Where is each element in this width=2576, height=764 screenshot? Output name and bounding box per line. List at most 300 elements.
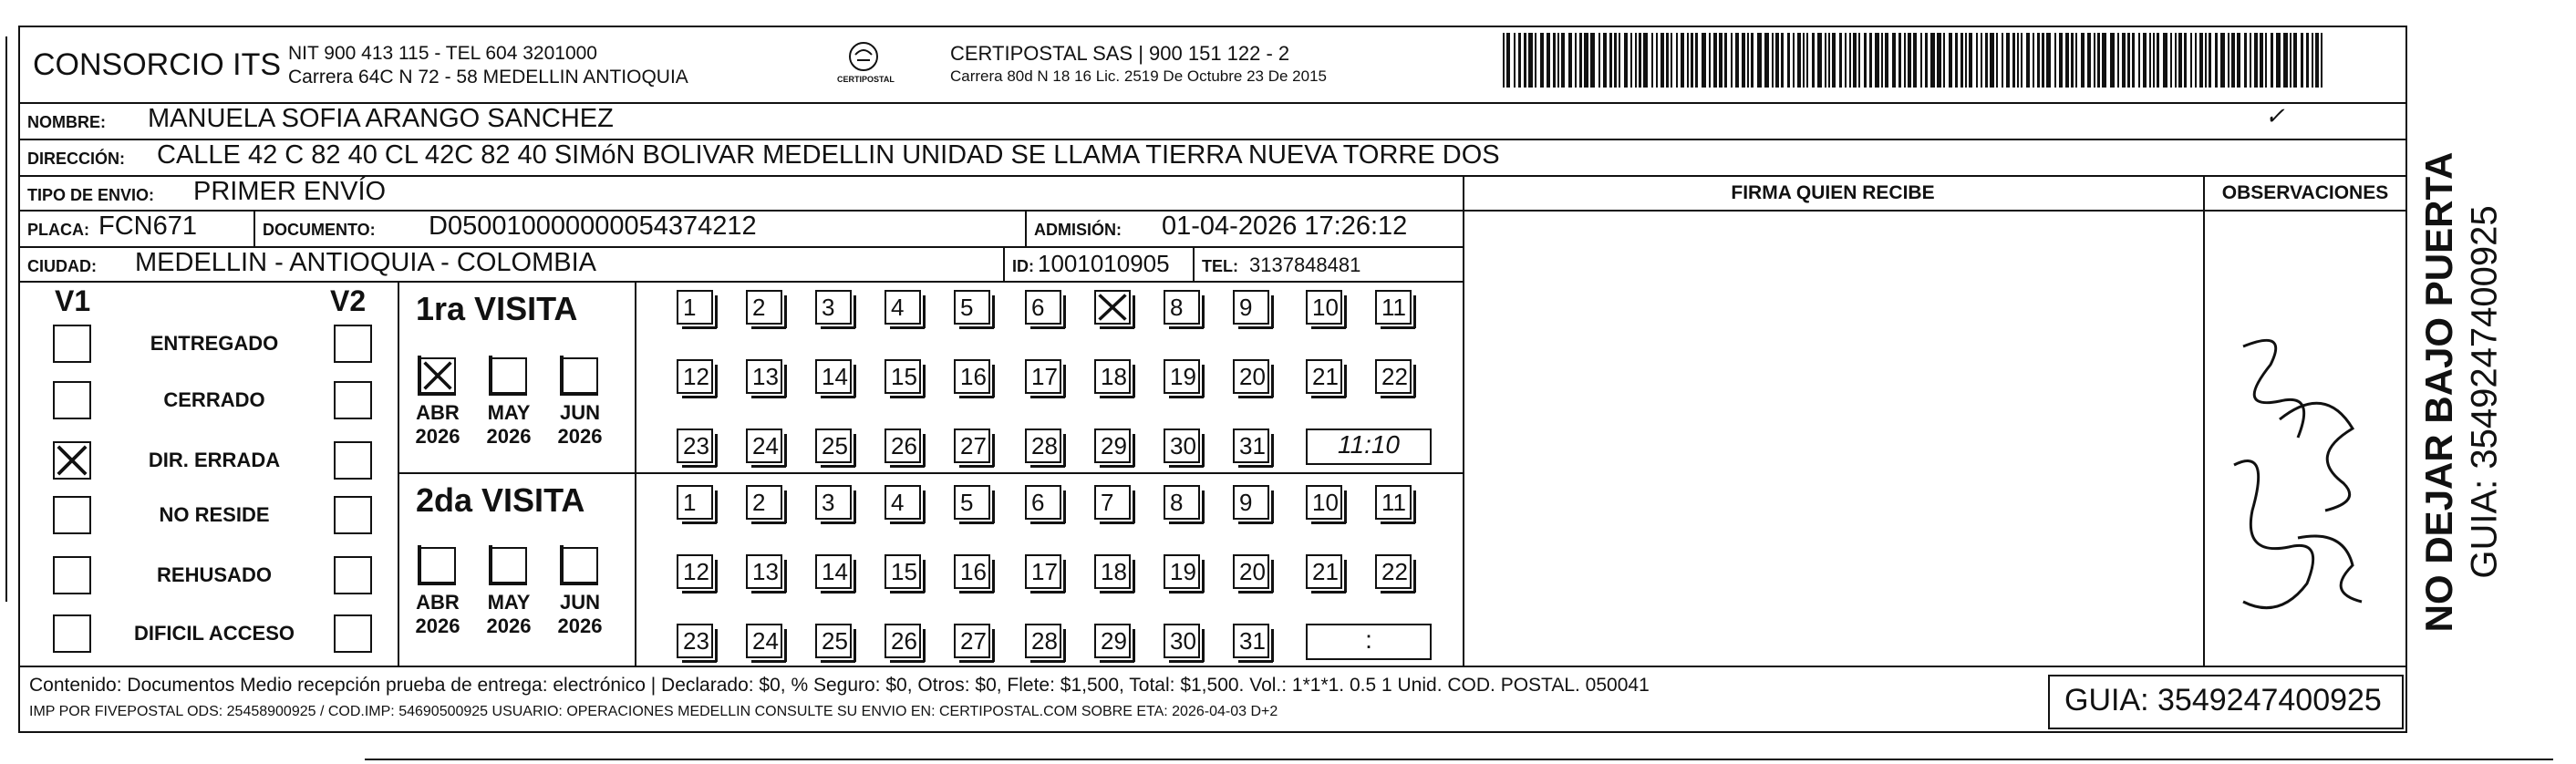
barcode-bar xyxy=(1568,33,1572,88)
barcode-bar xyxy=(2026,33,2030,88)
barcode-bar xyxy=(2012,33,2015,88)
barcode-bar xyxy=(2075,33,2077,88)
barcode-bar xyxy=(2184,33,2187,88)
v1-checkbox xyxy=(53,325,91,363)
document-value: D050010000000054374212 xyxy=(429,212,757,241)
barcode-bar xyxy=(1731,33,1733,88)
x-mark-icon xyxy=(55,443,89,478)
day-box: 31 xyxy=(1233,624,1269,658)
barcode-bar xyxy=(1639,33,1641,88)
barcode-bar xyxy=(1735,33,1739,88)
barcode-bar xyxy=(2081,33,2085,88)
day-box: 11 xyxy=(1375,290,1412,325)
barcode-bar xyxy=(1976,33,1978,88)
barcode-bar xyxy=(1719,33,1723,88)
barcode-bar xyxy=(1869,33,1872,88)
barcode-bar xyxy=(2132,33,2135,88)
footer-print-line: IMP POR FIVEPOSTAL ODS: 25458900925 / COD.IMP: 54690500925 USUARIO: OPERACIONES MEDELLIN CONSULTE SU ENVIO EN: CERTIPOSTAL.COM SOBRE ETA: 2026-04-03 D+2 xyxy=(29,704,1278,719)
day-box: 26 xyxy=(885,624,921,658)
barcode-bar xyxy=(2237,33,2240,88)
barcode-bar xyxy=(1503,33,1505,88)
day-box: 13 xyxy=(746,554,782,589)
tel-value: 3137848481 xyxy=(1249,253,1361,276)
v1-checkbox xyxy=(53,614,91,653)
barcode-bar xyxy=(1845,33,1847,88)
barcode-bar xyxy=(1757,33,1762,88)
barcode-bar xyxy=(2244,33,2247,88)
day-box: 26 xyxy=(885,428,921,463)
barcode-bar xyxy=(1803,33,1805,88)
barcode-bar xyxy=(1925,33,1928,88)
barcode-bar xyxy=(1828,33,1830,88)
barcode-bar xyxy=(2228,33,2229,88)
day-box: 22 xyxy=(1375,359,1412,394)
day-box: 5 xyxy=(954,290,990,325)
day-box: 3 xyxy=(815,290,852,325)
v1-label: V1 xyxy=(55,284,91,317)
month-label: MAY xyxy=(487,401,531,424)
barcode-bar xyxy=(1691,33,1693,88)
shipping-type-label: TIPO DE ENVIO: xyxy=(27,186,155,204)
day-box: 29 xyxy=(1094,624,1131,658)
month-checkbox xyxy=(562,547,598,583)
barcode-bar xyxy=(1557,33,1559,88)
barcode-bar xyxy=(1724,33,1727,88)
barcode-bar xyxy=(1949,33,1952,88)
company-name: CONSORCIO ITS xyxy=(33,47,282,82)
status-option-label: DIR. ERRADA xyxy=(148,449,281,471)
admission-value: 01-04-2026 17:26:12 xyxy=(1162,212,1408,241)
barcode-bar xyxy=(1898,33,1901,88)
day-box: 10 xyxy=(1306,290,1342,325)
status-option-label: REHUSADO xyxy=(157,563,272,586)
day-box: 20 xyxy=(1233,359,1269,394)
barcode-bar xyxy=(2199,33,2203,88)
day-box: 4 xyxy=(885,485,921,520)
day-box xyxy=(1094,290,1131,325)
barcode-bar xyxy=(1764,33,1769,88)
barcode-bar xyxy=(1666,33,1669,88)
admission-label: ADMISIÓN: xyxy=(1034,221,1122,239)
barcode-bar xyxy=(2117,33,2119,88)
day-box: 28 xyxy=(1025,428,1061,463)
barcode-bar xyxy=(1540,33,1544,88)
first-visit-title: 1ra VISITA xyxy=(416,290,578,327)
day-box: 10 xyxy=(1306,485,1342,520)
barcode-bar xyxy=(2157,33,2159,88)
barcode-bar xyxy=(2250,33,2251,88)
barcode-bar xyxy=(1619,33,1620,88)
logo-text: CERTIPOSTAL xyxy=(837,75,895,84)
day-box: 28 xyxy=(1025,624,1061,658)
barcode-bar xyxy=(1930,33,1935,88)
v1-checkbox xyxy=(53,496,91,534)
barcode-bar xyxy=(1547,33,1550,88)
status-option-label: NO RESIDE xyxy=(159,503,270,526)
barcode-bar xyxy=(2153,33,2155,88)
month-checkbox xyxy=(419,357,456,394)
barcode-bar xyxy=(2094,33,2095,88)
day-box: 27 xyxy=(954,428,990,463)
barcode-bar xyxy=(1849,33,1851,88)
side-warning: NO DEJAR BAJO PUERTA xyxy=(2417,151,2460,633)
barcode-bar xyxy=(1598,33,1600,88)
day-box: 16 xyxy=(954,554,990,589)
barcode-bar xyxy=(2138,33,2140,88)
day-box: 6 xyxy=(1025,485,1061,520)
columns-header-line xyxy=(1463,210,2407,212)
document-label: DOCUMENTO: xyxy=(263,221,376,239)
day-box: 6 xyxy=(1025,290,1061,325)
city-label: CIUDAD: xyxy=(27,257,97,275)
day-box: 14 xyxy=(815,554,852,589)
v2-checkbox xyxy=(334,441,372,480)
barcode-bar xyxy=(1787,33,1790,88)
barcode-bar xyxy=(2215,33,2218,88)
month-checkbox xyxy=(419,547,456,583)
v1-checkbox xyxy=(53,441,91,480)
barcode-bar xyxy=(1981,33,1982,88)
address-label: DIRECCIÓN: xyxy=(27,150,125,168)
barcode-bar xyxy=(1825,33,1826,88)
barcode-bar xyxy=(2021,33,2023,88)
id-label: ID: xyxy=(1012,257,1034,275)
barcode-bar xyxy=(2265,33,2267,88)
barcode-bar xyxy=(1590,33,1595,88)
v2-checkbox xyxy=(334,381,372,419)
day-box: 17 xyxy=(1025,359,1061,394)
barcode-bar xyxy=(1575,33,1577,88)
plate-value: FCN671 xyxy=(98,212,197,241)
month-year: 2026 xyxy=(415,614,460,637)
v2-checkbox xyxy=(334,614,372,653)
months-divider xyxy=(635,281,636,666)
barcode-bar xyxy=(2017,33,2019,88)
day-box: 3 xyxy=(815,485,852,520)
observations-header: OBSERVACIONES xyxy=(2221,182,2389,203)
barcode-bar xyxy=(1812,33,1815,88)
company-nit: NIT 900 413 115 - TEL 604 3201000 xyxy=(288,43,597,64)
barcode-bar xyxy=(1875,33,1879,88)
barcode-bar xyxy=(2231,33,2235,88)
barcode-bar xyxy=(2006,33,2010,88)
barcode-bar xyxy=(2301,33,2303,88)
address-value: CALLE 42 C 82 40 CL 42C 82 40 SIMóN BOLIVAR MEDELLIN UNIDAD SE LLAMA TIERRA NUEVA TORRE DOS xyxy=(157,140,1500,170)
day-box: 19 xyxy=(1164,554,1200,589)
barcode-bar xyxy=(1908,33,1911,88)
barcode-bar xyxy=(1630,33,1632,88)
day-box: 23 xyxy=(677,624,713,658)
month-year: 2026 xyxy=(486,425,532,448)
barcode-bar xyxy=(2037,33,2040,88)
barcode-bar xyxy=(2220,33,2225,88)
shipping-type-value: PRIMER ENVÍO xyxy=(193,177,387,206)
barcode-bar xyxy=(1528,33,1533,88)
barcode-bar xyxy=(1853,33,1857,88)
barcode-bar xyxy=(1624,33,1628,88)
day-box: 7 xyxy=(1094,485,1131,520)
footer-separator xyxy=(18,666,2407,667)
barcode-bar xyxy=(1781,33,1784,88)
day-box: 20 xyxy=(1233,554,1269,589)
tel-label: TEL: xyxy=(1202,257,1238,275)
month-year: 2026 xyxy=(415,425,460,448)
barcode-bar xyxy=(2071,33,2074,88)
barcode-bar xyxy=(1614,33,1617,88)
left-margin-line xyxy=(5,36,7,602)
barcode-bar xyxy=(2260,33,2263,88)
barcode-bar xyxy=(1793,33,1795,88)
barcode-bar xyxy=(1960,33,1963,88)
barcode-bar xyxy=(2002,33,2003,88)
barcode-bar xyxy=(1635,33,1637,88)
day-box: 31 xyxy=(1233,428,1269,463)
x-mark-icon xyxy=(421,359,454,392)
handwritten-signature xyxy=(2216,328,2380,629)
x-mark-icon xyxy=(1096,292,1129,323)
day-box: 1 xyxy=(677,290,713,325)
signature-header: FIRMA QUIEN RECIBE xyxy=(1731,182,1935,203)
day-box: 21 xyxy=(1306,359,1342,394)
day-box: 8 xyxy=(1164,290,1200,325)
barcode-bar xyxy=(2102,33,2106,88)
barcode-bar xyxy=(2293,33,2297,88)
day-box: 18 xyxy=(1094,359,1131,394)
plate-label: PLACA: xyxy=(27,221,89,239)
day-box: 25 xyxy=(815,428,852,463)
barcode-bar xyxy=(1603,33,1607,88)
day-box: 24 xyxy=(746,624,782,658)
barcode-bar xyxy=(2097,33,2100,88)
barcode-bar xyxy=(1832,33,1836,88)
barcode-bar xyxy=(1772,33,1774,88)
courier-name: CERTIPOSTAL SAS | 900 151 122 - 2 xyxy=(950,42,1290,65)
barcode-bar xyxy=(2195,33,2197,88)
barcode-bar xyxy=(1920,33,1922,88)
barcode-bar xyxy=(2065,33,2069,88)
barcode-bar xyxy=(1913,33,1917,88)
day-box: 18 xyxy=(1094,554,1131,589)
barcode-bar xyxy=(1858,33,1860,88)
signature-left-border xyxy=(1463,175,1464,666)
month-year: 2026 xyxy=(557,425,603,448)
barcode-bar xyxy=(1713,33,1717,88)
id-divider xyxy=(1003,246,1005,281)
day-box: 17 xyxy=(1025,554,1061,589)
day-box: 9 xyxy=(1233,290,1269,325)
barcode-bar xyxy=(1660,33,1664,88)
visit-separator xyxy=(398,472,1463,474)
admission-divider xyxy=(1025,210,1027,246)
barcode-bar xyxy=(2254,33,2258,88)
day-box: 12 xyxy=(677,554,713,589)
barcode-bar xyxy=(1609,33,1612,88)
barcode-bar xyxy=(1535,33,1536,88)
day-box: 8 xyxy=(1164,485,1200,520)
barcode-bar xyxy=(1943,33,1945,88)
barcode-bar xyxy=(1506,33,1510,88)
day-box: 9 xyxy=(1233,485,1269,520)
second-visit-title: 2da VISITA xyxy=(416,481,585,519)
barcode-bar xyxy=(1817,33,1822,88)
day-box: 2 xyxy=(746,485,782,520)
courier-license: Carrera 80d N 18 16 Lic. 2519 De Octubre 23 De 2015 xyxy=(950,67,1327,85)
barcode-bar xyxy=(1671,33,1672,88)
plate-divider xyxy=(253,210,255,246)
barcode-bar xyxy=(1651,33,1653,88)
row-line-5 xyxy=(18,281,1463,283)
tel-divider xyxy=(1193,246,1195,281)
barcode-bar xyxy=(2033,33,2034,88)
barcode-bar xyxy=(1955,33,1958,88)
barcode-bar xyxy=(2178,33,2182,88)
day-box: 15 xyxy=(885,359,921,394)
barcode-bar xyxy=(1656,33,1658,88)
month-label: ABR xyxy=(416,401,460,424)
barcode-bar xyxy=(2059,33,2063,88)
barcode-bar xyxy=(2127,33,2130,88)
v1-checkbox xyxy=(53,556,91,594)
barcode-bar xyxy=(2122,33,2126,88)
day-box: 12 xyxy=(677,359,713,394)
barcode-bar xyxy=(1518,33,1521,88)
time-value: : xyxy=(1365,625,1372,654)
day-box: 29 xyxy=(1094,428,1131,463)
bottom-cut-line xyxy=(365,759,2553,760)
day-box: 2 xyxy=(746,290,782,325)
month-checkbox xyxy=(491,547,527,583)
barcode-bar xyxy=(2163,33,2167,88)
v2-checkbox xyxy=(334,325,372,363)
footer-guide: GUIA: 3549247400925 xyxy=(2064,683,2382,718)
month-checkbox xyxy=(491,357,527,394)
barcode-bar xyxy=(1996,33,1998,88)
barcode-bar xyxy=(1797,33,1801,88)
day-box: 1 xyxy=(677,485,713,520)
barcode-bar xyxy=(1643,33,1648,88)
v2-checkbox xyxy=(334,556,372,594)
barcode-bar xyxy=(1747,33,1749,88)
barcode-bar xyxy=(2143,33,2147,88)
day-box: 23 xyxy=(677,428,713,463)
barcode-bar xyxy=(1864,33,1867,88)
day-box: 4 xyxy=(885,290,921,325)
barcode-bar xyxy=(1904,33,1906,88)
name-label: NOMBRE: xyxy=(27,113,106,131)
month-label: JUN xyxy=(559,591,600,614)
time-value: 11:10 xyxy=(1338,430,1400,459)
v1-checkbox xyxy=(53,381,91,419)
day-box: 16 xyxy=(954,359,990,394)
barcode-bar xyxy=(1702,33,1706,88)
month-year: 2026 xyxy=(557,614,603,637)
barcode-bar xyxy=(1990,33,1994,88)
barcode-bar xyxy=(2087,33,2091,88)
name-value: MANUELA SOFIA ARANGO SANCHEZ xyxy=(148,104,614,133)
observations-left-border xyxy=(2203,175,2205,666)
month-label: JUN xyxy=(559,401,600,424)
footer-contents: Contenido: Documentos Medio recepción prueba de entrega: electrónico | Declarado: $0, % Seguro: $0, Otros: $0, Flete: $1,500, Total: $1,500. Vol.: 1*1*1. 0.5 1 Unid. COD. POSTAL. 050041 xyxy=(29,675,1650,696)
barcode-bar xyxy=(1687,33,1689,88)
barcode-bar xyxy=(2205,33,2207,88)
day-box: 5 xyxy=(954,485,990,520)
barcode-bar xyxy=(2110,33,2115,88)
barcode-bar xyxy=(1775,33,1779,88)
barcode-bar xyxy=(1885,33,1888,88)
barcode-bar xyxy=(1969,33,1972,88)
id-value: 1001010905 xyxy=(1038,250,1170,277)
barcode-bar xyxy=(2042,33,2044,88)
month-year: 2026 xyxy=(486,614,532,637)
barcode-bar xyxy=(1695,33,1698,88)
barcode-bar xyxy=(1965,33,1967,88)
barcode-bar xyxy=(1985,33,1988,88)
day-box: 30 xyxy=(1164,624,1200,658)
barcode-bar xyxy=(1524,33,1526,88)
barcode-bar xyxy=(2312,33,2313,88)
barcode-bar xyxy=(1579,33,1582,88)
day-box: 11 xyxy=(1375,485,1412,520)
barcode-bar xyxy=(2271,33,2273,88)
day-box: 21 xyxy=(1306,554,1342,589)
city-value: MEDELLIN - ANTIOQUIA - COLOMBIA xyxy=(135,248,596,277)
barcode-bar xyxy=(1892,33,1896,88)
side-guide: GUIA: 3549247400925 xyxy=(2464,205,2505,579)
day-box: 14 xyxy=(815,359,852,394)
barcode-bar xyxy=(2209,33,2211,88)
barcode-bar xyxy=(1806,33,1808,88)
day-box: 27 xyxy=(954,624,990,658)
barcode-bar xyxy=(2283,33,2288,88)
barcode-bar xyxy=(1676,33,1678,88)
day-box: 15 xyxy=(885,554,921,589)
barcode-bar xyxy=(1881,33,1883,88)
day-box: 30 xyxy=(1164,428,1200,463)
barcode-bar xyxy=(1514,33,1516,88)
day-box: 25 xyxy=(815,624,852,658)
barcode-bar xyxy=(1742,33,1745,88)
barcode-bar xyxy=(2276,33,2281,88)
barcode-bar xyxy=(2175,33,2177,88)
company-address: Carrera 64C N 72 - 58 MEDELLIN ANTIOQUIA xyxy=(288,67,688,88)
month-checkbox xyxy=(562,357,598,394)
barcode-bar xyxy=(2046,33,2051,88)
day-box: 22 xyxy=(1375,554,1412,589)
day-box: 19 xyxy=(1164,359,1200,394)
barcode-bar xyxy=(1681,33,1684,88)
barcode-bar xyxy=(1839,33,1842,88)
barcode-bar xyxy=(2306,33,2309,88)
barcode-bar xyxy=(2054,33,2056,88)
status-option-label: CERRADO xyxy=(163,388,265,411)
check-mark: ✓ xyxy=(2265,102,2285,129)
barcode-bar xyxy=(1937,33,1941,88)
barcode-bar xyxy=(1553,33,1556,88)
status-option-label: DIFICIL ACCESO xyxy=(133,622,295,645)
courier-logo xyxy=(837,38,895,89)
month-label: MAY xyxy=(487,591,531,614)
barcode-bar xyxy=(1561,33,1565,88)
day-box: 13 xyxy=(746,359,782,394)
barcode-bar xyxy=(2290,33,2292,88)
barcode-bar xyxy=(2315,33,2319,88)
barcode-bar xyxy=(2190,33,2192,88)
month-label: ABR xyxy=(416,591,460,614)
barcode-bar xyxy=(2149,33,2151,88)
barcode-bar xyxy=(1709,33,1711,88)
barcode-bar xyxy=(2321,33,2323,88)
v2-checkbox xyxy=(334,496,372,534)
